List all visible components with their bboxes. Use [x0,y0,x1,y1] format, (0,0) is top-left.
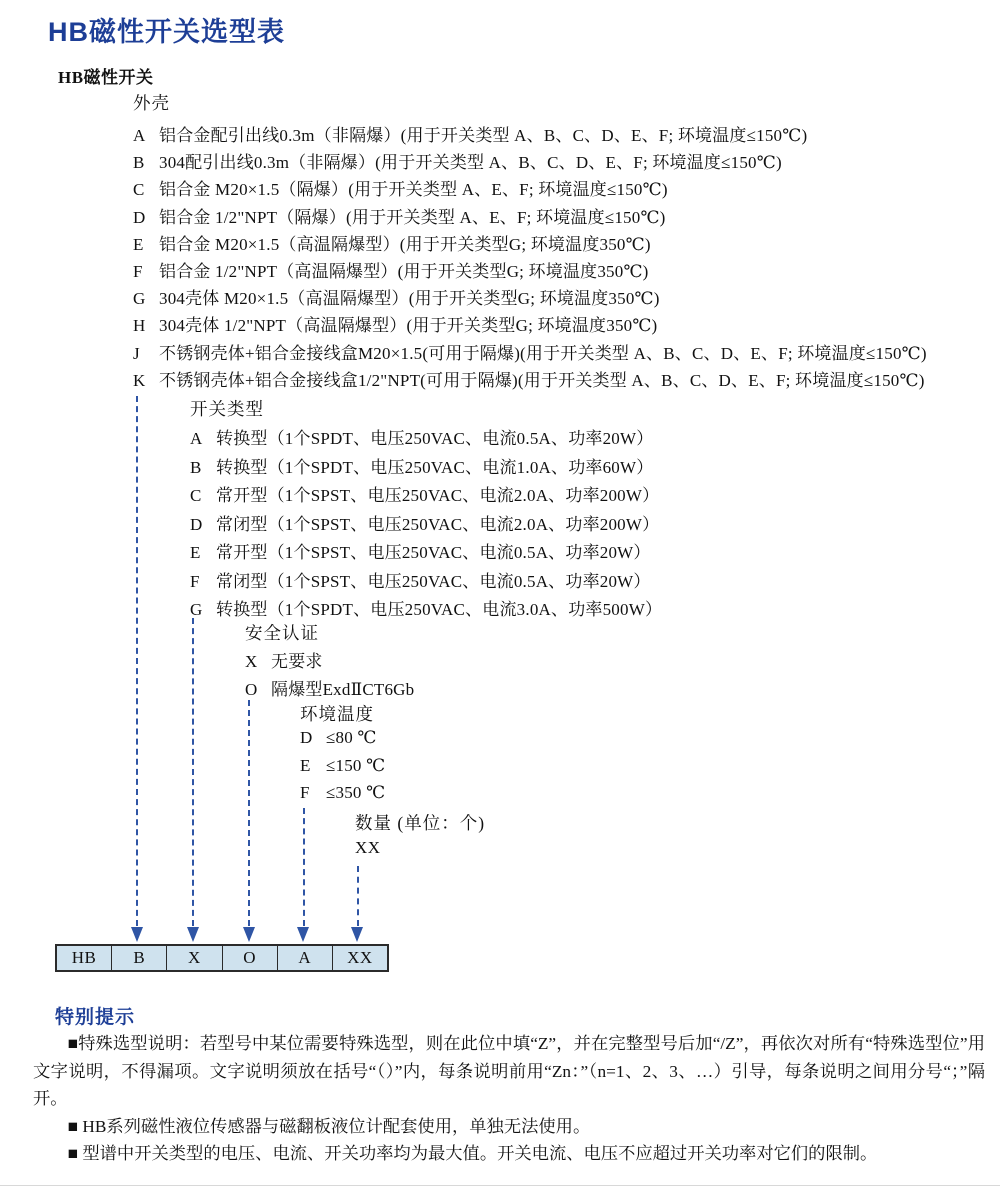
option-desc: 转换型（1个SPDT、电压250VAC、电流0.5A、功率20W） [216,429,654,448]
option-row [133,148,927,175]
option-row [133,339,927,366]
dashed-connector-ambient-temperature [303,808,305,926]
option-code: E [300,755,311,775]
option-desc: 隔爆型ExdⅡCT6Gb [271,680,415,699]
section-ambient-temperature-items [300,728,385,811]
option-desc: 常闭型（1个SPST、电压250VAC、电流2.0A、功率200W） [216,514,660,534]
option-desc: 不锈钢壳体+铝合金接线盒1/2"NPT(可用于隔爆)(用于开关类型 A、B、C、D、E、F; 环境温度≤150℃) [159,370,925,390]
section-header-certification: 安全认证 [245,623,319,643]
arrow-down-icon [131,927,143,942]
option-desc: 转换型（1个SPDT、电压250VAC、电流1.0A、功率60W） [216,457,654,477]
option-code: B [133,153,145,173]
notes-block [33,1030,985,1168]
section-header-switch-type: 开关类型 [190,399,264,419]
option-desc: 铝合金 M20×1.5（高温隔爆型）(用于开关类型G; 环境温度350℃) [159,234,651,254]
note-paragraph: ■特殊选型说明：若型号中某位需要特殊选型，则在此位中填“Z”，并在完整型号后加“/Z”，再依次对所有“特殊选型位”用文字说明，不得漏项。文字说明须放在括号“（）”内，每条说明前用“Zn：”（n=1、2、3、…）引导，每条说明之间用分号“；”隔开。 [33,1034,985,1108]
section-switch-type-items [190,424,662,624]
model-root-label: HB磁性开关 [58,68,154,87]
section-certification-items [245,647,414,703]
option-desc: ≤80 ℃ [326,728,377,747]
option-desc: 铝合金 M20×1.5（隔爆）(用于开关类型 A、E、F; 环境温度≤150℃) [159,180,668,200]
option-desc: 常开型（1个SPST、电压250VAC、电流0.5A、功率20W） [216,543,651,562]
option-code: G [133,289,146,309]
option-desc: 无要求 [271,652,323,671]
option-code: F [190,571,200,591]
option-row [190,453,662,482]
option-row [300,728,385,756]
option-row [190,510,662,539]
option-code: H [133,316,146,336]
section-shell-items [133,121,927,393]
option-code: D [190,514,203,534]
dashed-connector-quantity [357,866,359,926]
option-desc: 铝合金 1/2"NPT（隔爆）(用于开关类型 A、E、F; 环境温度≤150℃) [159,207,666,227]
option-desc: 304配引出线0.3m（非隔爆）(用于开关类型 A、B、C、D、E、F; 环境温度≤150℃) [159,153,782,173]
dashed-connector-switch-type [192,618,194,926]
model-cell-certification: O [222,946,277,970]
option-code: X [245,652,258,671]
option-code: XX [355,838,381,857]
option-desc: 铝合金 1/2"NPT（高温隔爆型）(用于开关类型G; 环境温度350℃) [159,261,649,281]
arrow-down-icon [351,927,363,942]
option-row [133,175,927,202]
option-desc: ≤150 ℃ [326,755,386,775]
section-header-quantity: 数量 (单位：个) [355,813,486,833]
option-desc: 304壳体 M20×1.5（高温隔爆型）(用于开关类型G; 环境温度350℃) [159,289,660,309]
option-row [300,756,385,784]
option-desc: 不锈钢壳体+铝合金接线盒M20×1.5(可用于隔爆)(用于开关类型 A、B、C、D、E、F; 环境温度≤150℃) [159,343,927,363]
section-header-shell: 外壳 [133,93,170,113]
option-desc: 常闭型（1个SPST、电压250VAC、电流0.5A、功率20W） [216,571,651,591]
option-row [190,481,662,510]
option-row [245,647,414,675]
option-desc: 铝合金配引出线0.3m（非隔爆）(用于开关类型 A、B、C、D、E、F; 环境温度≤150℃) [159,126,808,145]
option-code: K [133,370,146,390]
option-code: A [190,429,203,448]
option-code: G [190,600,203,619]
option-row [133,230,927,257]
dashed-connector-certification [248,700,250,926]
model-cell-shell: B [111,946,166,970]
option-code: C [190,486,202,505]
page-bottom-divider [0,1185,1000,1186]
option-code: F [300,783,310,802]
page-title: HB磁性开关选型表 [48,17,285,47]
option-desc: ≤350 ℃ [326,783,386,802]
option-row [190,424,662,453]
arrow-down-icon [297,927,309,942]
section-header-ambient-temperature: 环境温度 [300,704,374,724]
option-code: C [133,180,145,200]
option-desc: 转换型（1个SPDT、电压250VAC、电流3.0A、功率500W） [216,600,663,619]
option-row [190,567,662,596]
option-code: D [300,728,313,747]
model-cell-quantity: XX [332,946,387,970]
model-code-table [55,944,389,972]
option-row [245,675,414,703]
option-code: E [133,234,144,254]
option-desc: 常开型（1个SPST、电压250VAC、电流2.0A、功率200W） [216,486,660,505]
option-code: B [190,457,202,477]
option-row [133,203,927,230]
option-row [133,311,927,338]
model-cell-series: HB [57,946,111,970]
arrow-down-icon [187,927,199,942]
model-cell-ambient-temperature: A [277,946,332,970]
option-row [133,121,927,148]
option-code: O [245,680,258,699]
note-paragraph: ■ 型谱中开关类型的电压、电流、开关功率均为最大值。开关电流、电压不应超过开关功率对它们的限制。 [67,1144,878,1163]
model-cell-switch-type: X [166,946,221,970]
dashed-connector-shell [136,396,138,926]
option-code: J [133,343,141,363]
option-row [300,783,385,811]
option-row [190,538,662,567]
note-paragraph: ■ HB系列磁性液位传感器与磁翻板液位计配套使用，单独无法使用。 [67,1116,591,1136]
option-row [133,257,927,284]
section-quantity-items [355,838,387,866]
option-row [133,366,927,393]
option-desc: 304壳体 1/2"NPT（高温隔爆型）(用于开关类型G; 环境温度350℃) [159,316,658,336]
option-code: D [133,207,146,227]
option-code: A [133,126,146,145]
notes-heading: 特别提示 [55,1007,136,1028]
option-row [133,284,927,311]
option-code: E [190,543,201,562]
arrow-down-icon [243,927,255,942]
option-code: F [133,261,143,281]
option-row [355,838,387,866]
